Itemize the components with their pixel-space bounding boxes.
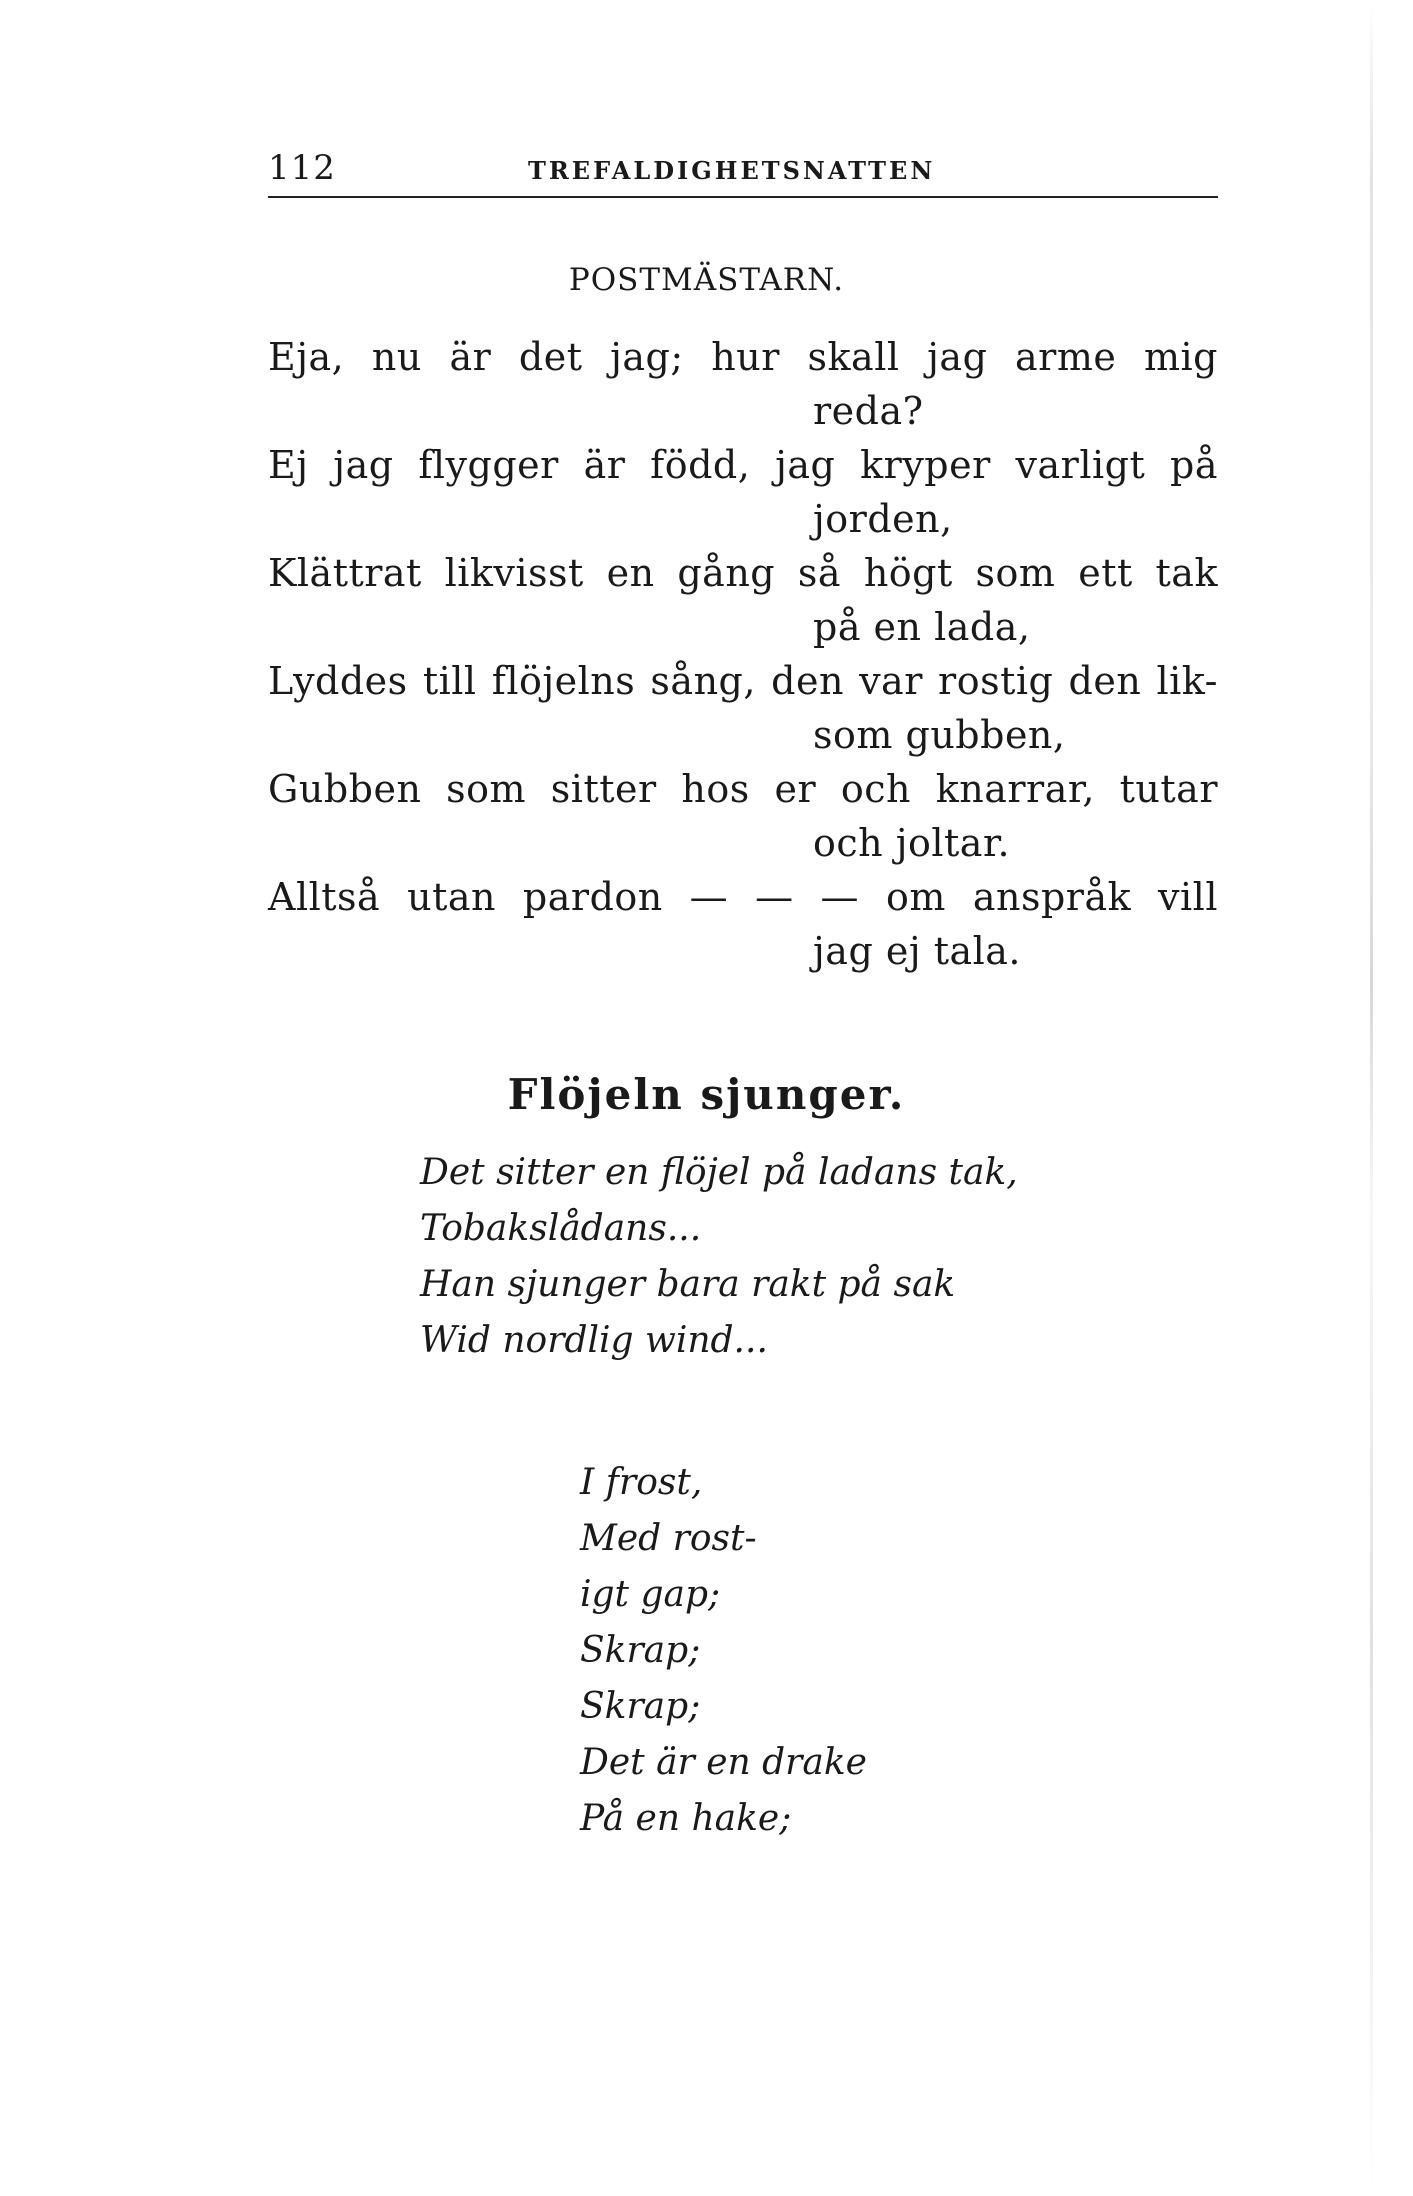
song-line: igt gap; (580, 1574, 721, 1615)
speaker-name: POSTMÄSTARN. (568, 262, 845, 298)
song-line: I frost, (580, 1462, 703, 1503)
song-title: Flöjeln sjunger. (507, 1070, 906, 1119)
verse-line (268, 330, 1218, 438)
verse-continuation: jorden, (813, 497, 953, 541)
song-line: Tobakslådans... (420, 1208, 702, 1249)
page-header (268, 148, 1218, 198)
song-line: Skrap; (580, 1630, 701, 1671)
page-number: 112 (268, 148, 336, 188)
song-line: Det sitter en flöjel på ladans tak, (420, 1152, 1018, 1193)
song-line: Han sjunger bara rakt på sak (420, 1264, 956, 1305)
verse-first: Gubben som sitter hos er och knarrar, tutar (268, 767, 1218, 811)
song-line: Det är en drake (580, 1742, 867, 1783)
song-line: Wid nordlig wind... (420, 1320, 768, 1361)
verse-line (268, 438, 1218, 546)
verse-first: Eja, nu är det jag; hur skall jag arme mig (268, 335, 1218, 379)
verse-first: Klättrat likvisst en gång så högt som ett tak (268, 551, 1218, 595)
song-line: På en hake; (580, 1798, 792, 1839)
running-head: TREFALDIGHETSNATTEN (528, 156, 936, 185)
song-line: Skrap; (580, 1686, 701, 1727)
song-line: Med rost- (580, 1518, 757, 1559)
verse-continuation: som gubben, (813, 713, 1066, 757)
verse-continuation: på en lada, (813, 605, 1031, 649)
verse-line (268, 762, 1218, 870)
song-stanza-1 (420, 1145, 1018, 1369)
verse-continuation: och joltar. (813, 821, 1011, 865)
song-stanza-2 (580, 1455, 867, 1847)
verse-line (268, 546, 1218, 654)
verse-continuation: jag ej tala. (813, 929, 1022, 973)
verse-first: Lyddes till flöjelns sång, den var rostig den lik- (268, 659, 1218, 703)
poem (268, 330, 1218, 978)
verse-first: Alltså utan pardon — — — om anspråk vill (268, 875, 1218, 919)
verse-line (268, 870, 1218, 978)
verse-first: Ej jag flygger är född, jag kryper varligt på (268, 443, 1218, 487)
verse-line (268, 654, 1218, 762)
verse-continuation: reda? (813, 389, 924, 433)
